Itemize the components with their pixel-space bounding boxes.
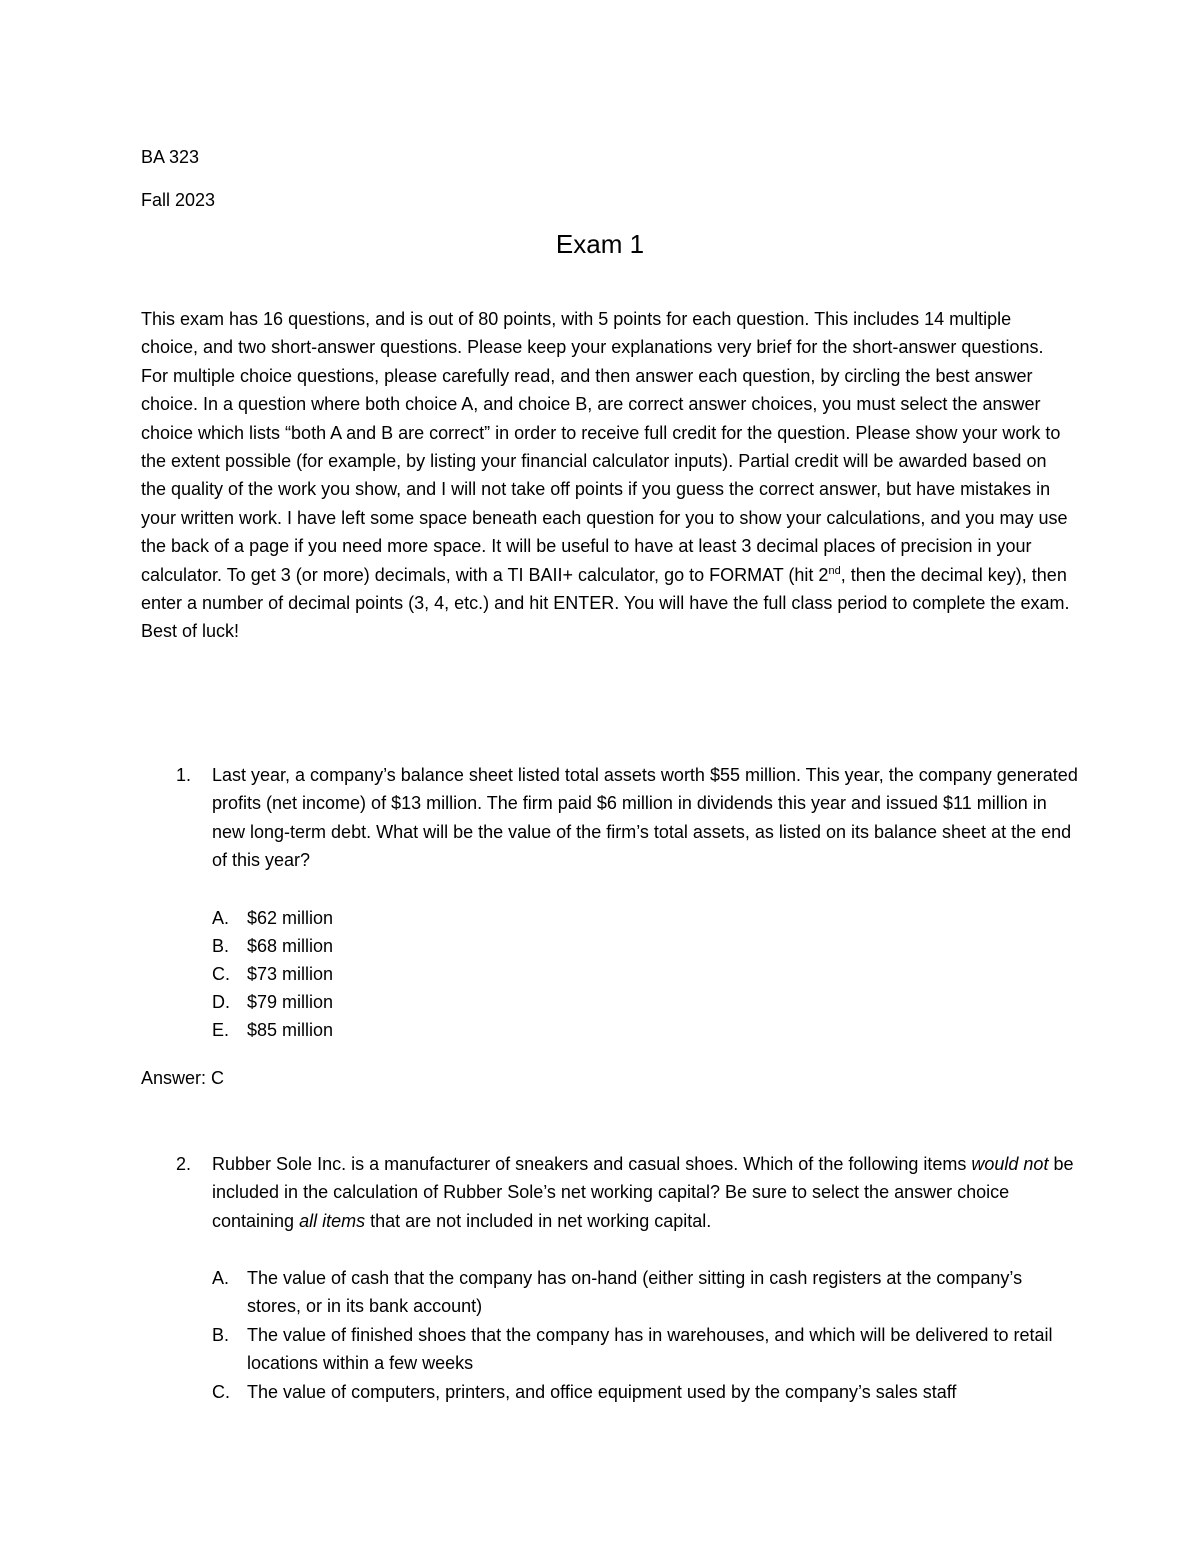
choice-letter: C.	[212, 964, 230, 984]
choice-letter: A.	[212, 1268, 230, 1288]
question-number: 1.	[176, 765, 192, 785]
choice-text: $85 million	[247, 1020, 334, 1040]
question-text-part: Rubber Sole Inc. is a manufacturer of sneakers and casual shoes. Which of the following items	[212, 1154, 972, 1174]
question-emphasis: all items	[299, 1210, 366, 1231]
choice-e[interactable]	[212, 1016, 1082, 1044]
choice-text: The value of cash that the company has on-hand (either sitting in cash registers at the company’s stores, or in its bank account)	[247, 1268, 1023, 1317]
instructions-superscript: nd	[828, 564, 841, 577]
choice-letter: E.	[212, 1020, 230, 1040]
choice-c[interactable]	[212, 960, 1082, 988]
choice-text: $79 million	[247, 992, 334, 1012]
instructions-text-1: This exam has 16 questions, and is out of 80 points, with 5 points for each question. This includes 14 multiple choice, and two short-answer questions. Please keep your explanations very brief for the short-answer questions. For multiple choice questions, please carefully read, and then answer each question, by circling the best answer choice. In a question where both choice A, and choice B, are correct answer choices, you must select the answer choice which lists “both A and B are correct” in order to receive full credit for the question. Please show your work to the extent possible (for example, by listing your financial calculator inputs). Partial credit will be awarded based on the quality of the work you show, and I will not take off points if you guess the correct answer, but have mistakes in your written work. I have left some space beneath each question for you to show your calculations, and you may use the back of a page if you need more space. It will be useful to have at least 3 decimal places of precision in your calculator. To get 3 (or more) decimals, with a TI BAII+ calculator, go to FORMAT (hit 2	[141, 309, 1068, 585]
choice-d[interactable]	[212, 988, 1082, 1016]
choice-b[interactable]	[212, 1321, 1082, 1378]
choice-text: $68 million	[247, 936, 334, 956]
answer-key: Answer: C	[141, 1068, 225, 1088]
choice-letter: D.	[212, 992, 230, 1012]
question-text-part: that are not included in net working capital.	[365, 1210, 712, 1231]
question-text-part: be included in the calculation of Rubber Sole’s net working capital? Be sure to select the answer choice containing	[212, 1154, 1074, 1231]
exam-title: Exam 1	[555, 229, 645, 259]
choice-text: $62 million	[247, 908, 334, 928]
choice-letter: B.	[212, 1325, 230, 1345]
course-code: BA 323	[141, 147, 200, 167]
choice-text: The value of computers, printers, and office equipment used by the company’s sales staff	[247, 1382, 957, 1402]
choice-letter: C.	[212, 1382, 230, 1402]
question-emphasis: would not	[971, 1154, 1049, 1174]
term-label: Fall 2023	[141, 190, 216, 210]
choice-letter: B.	[212, 936, 230, 956]
choice-text: $73 million	[247, 964, 334, 984]
instructions-text-2: , then the decimal key), then enter a number of decimal points (3, 4, etc.) and hit ENTER. You will have the full class period to complete the exam. Best of luck!	[141, 564, 1070, 642]
question-number: 2.	[176, 1154, 192, 1174]
choice-letter: A.	[212, 908, 230, 928]
choice-b[interactable]	[212, 932, 1082, 960]
choice-a[interactable]	[212, 1264, 1082, 1321]
choice-text: The value of finished shoes that the company has in warehouses, and which will be delivered to retail locations within a few weeks	[247, 1325, 1053, 1374]
question-text	[212, 1150, 1082, 1235]
choice-c[interactable]	[212, 1378, 1082, 1406]
exam-instructions	[141, 305, 1071, 646]
choice-a[interactable]	[212, 904, 1082, 932]
question-text: Last year, a company’s balance sheet listed total assets worth $55 million. This year, the company generated profits (net income) of $13 million. The firm paid $6 million in dividends this year and issued $11 million in new long-term debt. What will be the value of the firm’s total assets, as listed on its balance sheet at the end of this year?	[212, 765, 1078, 871]
